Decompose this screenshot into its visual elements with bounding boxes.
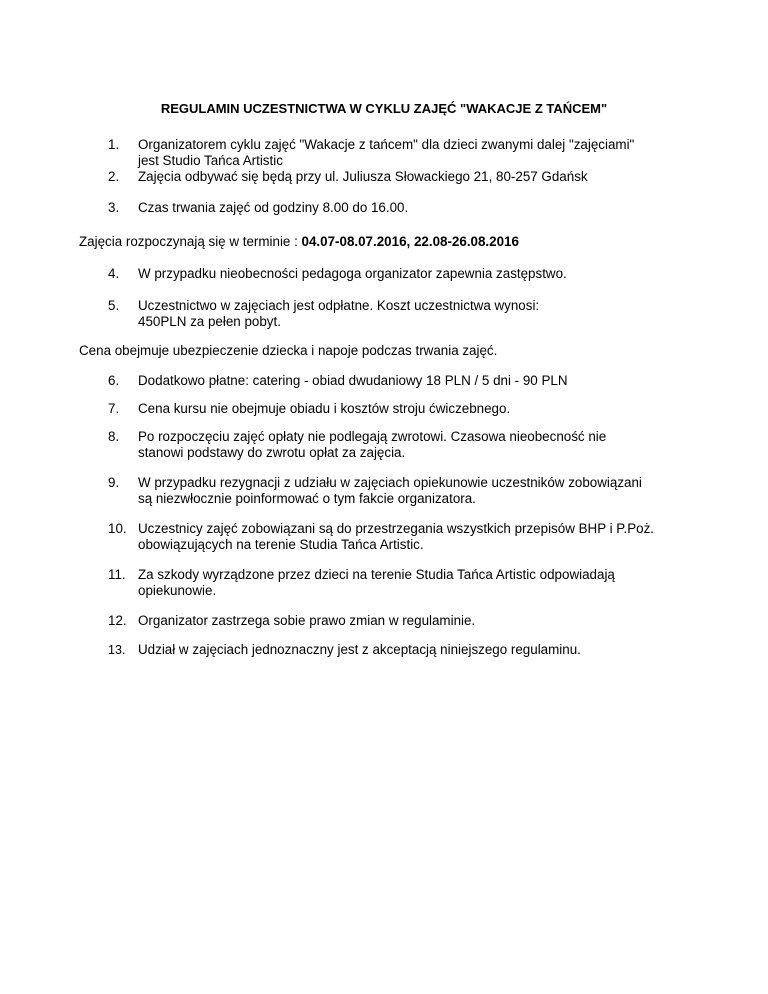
document-title: REGULAMIN UCZESTNICTWA W CYKLU ZAJĘĆ "WAKACJE Z TAŃCEM" (160, 101, 608, 116)
item-number: 11. (108, 567, 126, 582)
dates-prefix: Zajęcia rozpoczynają się w terminie : (79, 234, 302, 249)
item-number: 12. (108, 613, 127, 628)
item-text-line: opiekunowie. (138, 583, 217, 598)
item-text-line: Cena kursu nie obejmuje obiadu i kosztów stroju ćwiczebnego. (138, 401, 511, 416)
item-text-line: Po rozpoczęciu zajęć opłaty nie podlegają zwrotowi. Czasowa nieobecność nie (138, 429, 607, 444)
item-text-line: stanowi podstawy do zwrotu opłat za zajęcia. (138, 445, 406, 460)
dates-paragraph (79, 234, 699, 250)
item-text-line: Organizator zastrzega sobie prawo zmian w regulaminie. (138, 613, 476, 628)
item-text-line: 450PLN za pełen pobyt. (138, 314, 281, 329)
item-text-line: Udział w zajęciach jednoznaczny jest z akceptacją niniejszego regulaminu. (138, 642, 581, 657)
item-text-line: Uczestnictwo w zajęciach jest odpłatne. Koszt uczestnictwa wynosi: (138, 298, 540, 313)
item-number: 5. (108, 298, 120, 313)
item-text-line: W przypadku rezygnacji z udziału w zajęciach opiekunowie uczestników zobowiązani (138, 475, 642, 490)
item-number: 7. (108, 401, 120, 416)
item-text-line: Zajęcia odbywać się będą przy ul. Juliusza Słowackiego 21, 80-257 Gdańsk (138, 169, 588, 184)
item-text-line: Dodatkowo płatne: catering - obiad dwudaniowy 18 PLN / 5 dni - 90 PLN (138, 373, 568, 388)
item-text-line: obowiązujących na terenie Studia Tańca Artistic. (138, 537, 424, 552)
item-text-line: Organizatorem cyklu zajęć "Wakacje z tańcem" dla dzieci zwanymi dalej "zajęciami" (138, 137, 635, 152)
price-paragraph: Cena obejmuje ubezpieczenie dziecka i napoje podczas trwania zajęć. (79, 343, 498, 358)
item-number: 13. (108, 643, 126, 657)
item-text-line: jest Studio Tańca Artistic (138, 153, 283, 168)
item-number: 9. (108, 475, 120, 490)
dates-value: 04.07-08.07.2016, 22.08-26.08.2016 (301, 234, 519, 249)
item-number: 2. (108, 169, 120, 184)
item-number: 3. (108, 200, 120, 215)
item-number: 10. (108, 521, 127, 536)
item-number: 8. (108, 429, 120, 444)
item-text-line: są niezwłocznie poinformować o tym fakcie organizatora. (138, 491, 476, 506)
item-number: 6. (108, 373, 120, 388)
item-text-line: Za szkody wyrządzone przez dzieci na terenie Studia Tańca Artistic odpowiadają (138, 567, 615, 582)
item-text-line: Czas trwania zajęć od godziny 8.00 do 16.00. (138, 200, 409, 215)
item-number: 4. (108, 266, 120, 281)
item-number: 1. (108, 137, 120, 152)
item-text-line: Uczestnicy zajęć zobowiązani są do przestrzegania wszystkich przepisów BHP i P.Poż. (138, 521, 655, 536)
item-text-line: W przypadku nieobecności pedagoga organizator zapewnia zastępstwo. (138, 266, 567, 281)
